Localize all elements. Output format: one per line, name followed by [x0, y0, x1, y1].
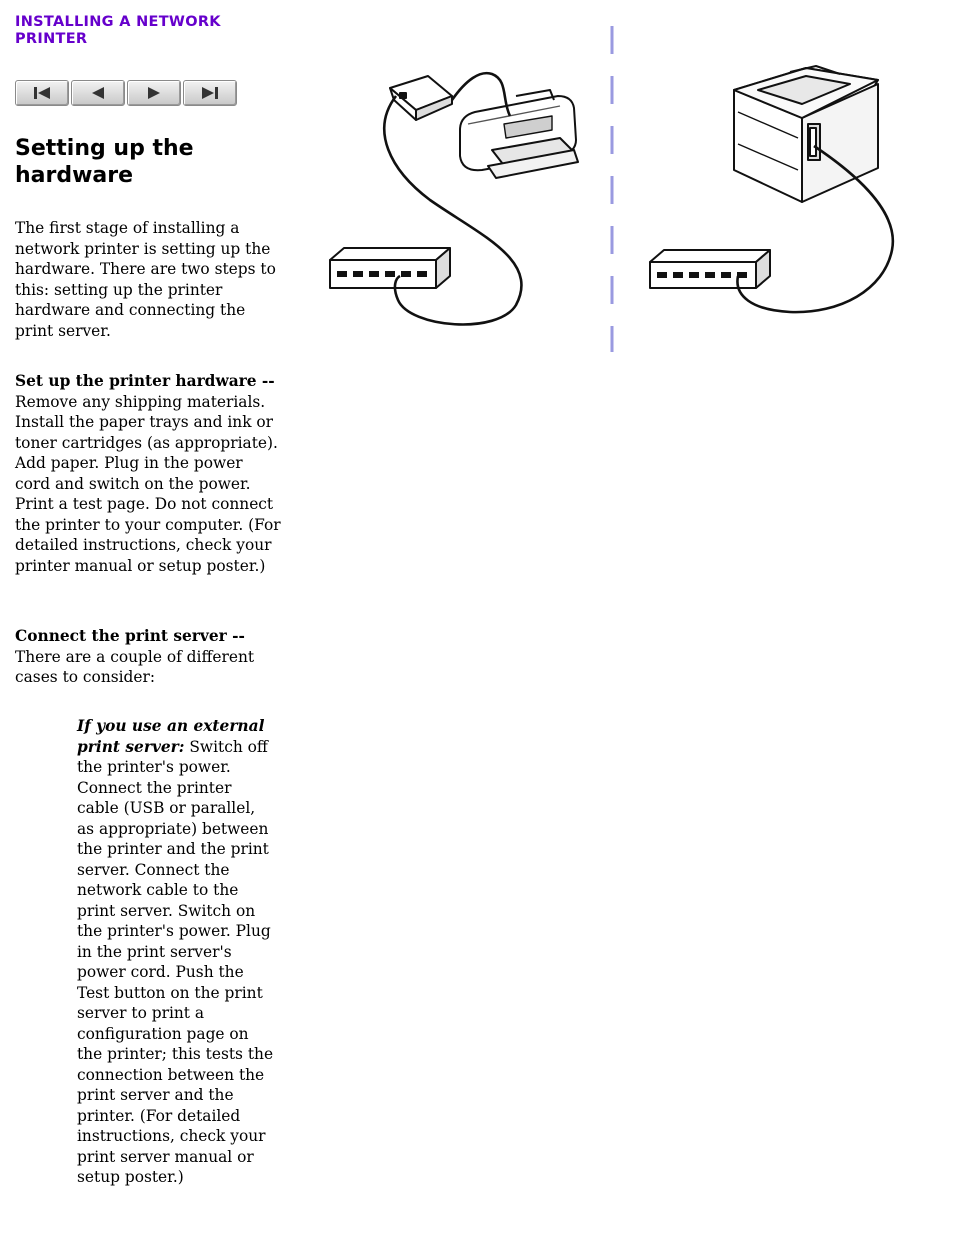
inkjet-printer-icon [460, 90, 578, 178]
page-heading [15, 135, 275, 189]
case1-paragraph [77, 716, 277, 1188]
step1-title: Set up the printer hardware -- [15, 372, 275, 390]
case1-title: If you use an external print server: [77, 717, 265, 756]
step2-paragraph [15, 626, 281, 688]
next-page-button[interactable] [127, 80, 181, 106]
previous-page-button[interactable] [71, 80, 125, 106]
case1-text: Switch off the printer's power. Connect the printer cable (USB or parallel, as appropriate) between the printer and the print server. Connect the network cable to the print server. Switch on the printer's power. Plug in the print server's power cord. Push the Test button on the print server to print a configuration page on the printer; this tests the connection between the print server and the printer. (For detailed instructions, check your print server manual or setup poster.) [77, 737, 274, 1186]
section-title-line1: INSTALLING A NETWORK [15, 14, 221, 30]
section-title-line2: PRINTER [15, 31, 88, 47]
laser-printer-icon [734, 66, 878, 202]
step1-text: Remove any shipping materials. Install the paper trays and ink or toner cartridges (as appropriate). Add paper. Plug in the power cord and switch on the power. Print a test page. Do not connect the printer to your computer. (For detailed instructions, check your printer manual or setup poster.) [15, 392, 281, 575]
page-heading-line1: Setting up the [15, 136, 194, 161]
first-page-icon [30, 85, 54, 101]
network-hub-left-icon [330, 248, 450, 288]
step2-title: Connect the print server -- [15, 627, 245, 645]
network-hub-right-icon [650, 250, 770, 288]
external-print-server-icon [390, 76, 452, 120]
section-title [15, 14, 281, 48]
intro-paragraph: The first stage of installing a network printer is setting up the hardware. There are two steps to this: setting up the printer hardware and connecting the print server. [15, 219, 276, 340]
last-page-icon [198, 85, 222, 101]
network-setup-illustration [320, 20, 920, 360]
previous-page-icon [86, 85, 110, 101]
first-page-button[interactable] [15, 80, 69, 106]
page-heading-line2: hardware [15, 163, 134, 188]
page-navigation [15, 80, 237, 106]
step2-text: There are a couple of different cases to consider: [15, 647, 255, 686]
step1-paragraph [15, 371, 281, 576]
last-page-button[interactable] [183, 80, 237, 106]
next-page-icon [142, 85, 166, 101]
